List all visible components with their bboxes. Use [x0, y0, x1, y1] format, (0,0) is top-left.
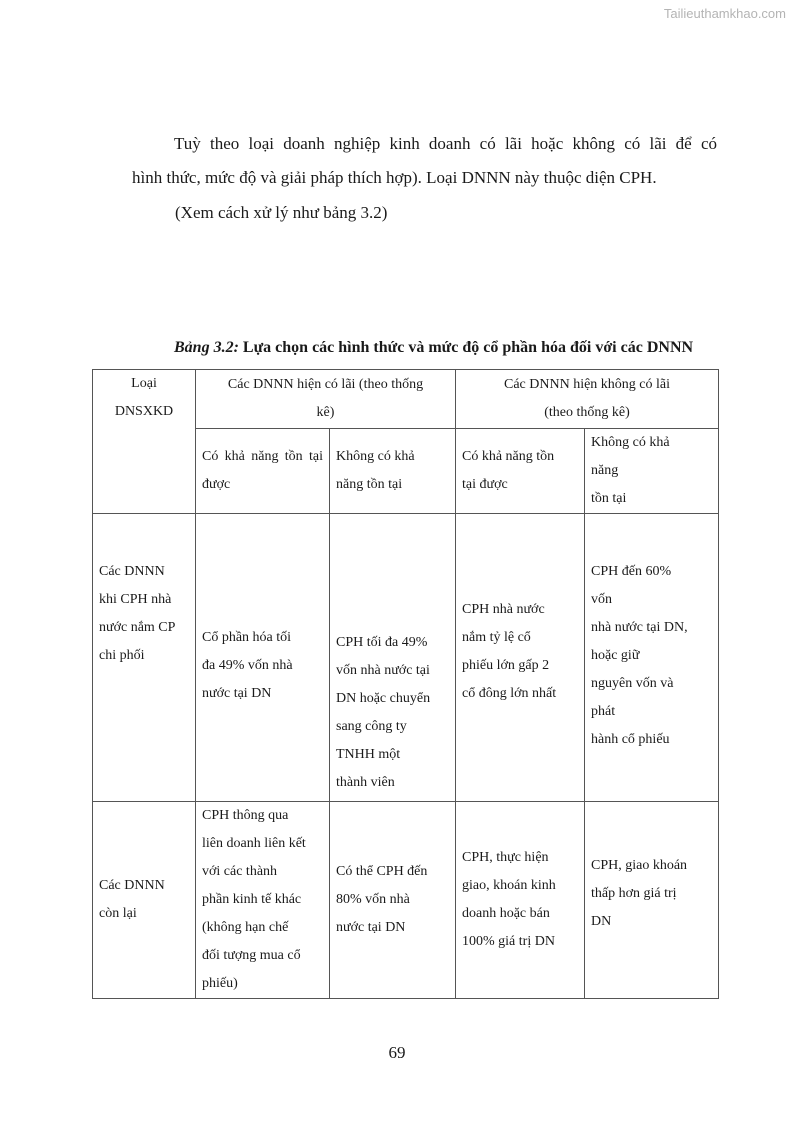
- cell-profit-nonviable: CPH tối đa 49% vốn nhà nước tại DN hoặc chuyển sang công ty TNHH một thành viên: [330, 514, 456, 802]
- cell-profit-viable: Cổ phần hóa tối đa 49% vốn nhà nước tại DN: [196, 514, 330, 802]
- table-row: [93, 802, 719, 999]
- table-caption: [0, 339, 794, 357]
- body-paragraph-1: [132, 127, 717, 195]
- subheader-profit-nonviable: Không có khả năng tồn tại: [330, 429, 456, 514]
- watermark: Tailieuthamkhao.com: [663, 6, 786, 21]
- table-caption-label: Bảng 3.2:: [174, 339, 239, 356]
- header-type: Loại DNSXKD: [93, 370, 196, 514]
- table-caption-text: Lựa chọn các hình thức và mức độ cổ phần hóa đối với các DNNN: [238, 339, 694, 356]
- paragraph-line-2: hình thức, mức độ và giải pháp thích hợp). Loại DNNN này thuộc diện CPH.: [132, 168, 657, 187]
- row-label: Các DNNN khi CPH nhà nước nắm CP chi phối: [93, 514, 196, 802]
- cell-loss-nonviable: CPH đến 60% vốn nhà nước tại DN, hoặc giữ nguyên vốn và phát hành cổ phiếu: [585, 514, 719, 802]
- subheader-profit-viable: Có khả năng tồn tại được: [196, 429, 330, 514]
- subheader-loss-nonviable: Không có khả năng tồn tại: [585, 429, 719, 514]
- equitization-table: [92, 369, 719, 999]
- cell-loss-nonviable: CPH, giao khoán thấp hơn giá trị DN: [585, 802, 719, 999]
- header-profitable-group: Các DNNN hiện có lãi (theo thống kê): [196, 370, 456, 429]
- paragraph-line-1: Tuỳ theo loại doanh nghiệp kinh doanh có lãi hoặc không có lãi để có: [174, 134, 717, 153]
- table-header-row: [93, 370, 719, 429]
- cell-profit-nonviable: Có thể CPH đến 80% vốn nhà nước tại DN: [330, 802, 456, 999]
- row-label: Các DNNN còn lại: [93, 802, 196, 999]
- header-unprofitable-group: Các DNNN hiện không có lãi (theo thống kê): [456, 370, 719, 429]
- cell-loss-viable: CPH nhà nước nắm tỷ lệ cổ phiếu lớn gấp 2 cổ đông lớn nhất: [456, 514, 585, 802]
- cell-profit-viable: CPH thông qua liên doanh liên kết với các thành phần kinh tế khác (không hạn chế đối tượng mua cổ phiếu): [196, 802, 330, 999]
- cell-loss-viable: CPH, thực hiện giao, khoán kinh doanh hoặc bán 100% giá trị DN: [456, 802, 585, 999]
- body-paragraph-2: (Xem cách xử lý như bảng 3.2): [175, 203, 388, 222]
- page-number: 69: [388, 1043, 406, 1062]
- subheader-loss-viable: Có khả năng tồn tại được: [456, 429, 585, 514]
- table-row: [93, 514, 719, 802]
